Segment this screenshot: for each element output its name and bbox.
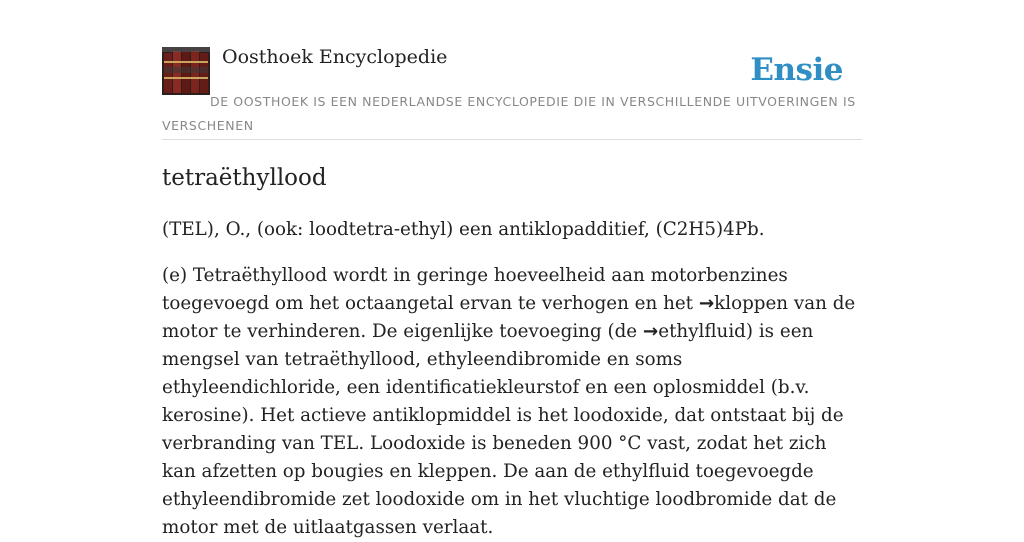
paragraph-text: (e) Tetraëthyllood wordt in geringe hoeveelheid aan motorbenzines toegevoegd om het octaangetal ervan te verhogen en het bbox=[162, 265, 788, 314]
article bbox=[162, 160, 862, 542]
paragraph-text: ) is een mengsel van tetraëthyllood, ethyleendibromide en soms ethyleendichloride, een identificatiekleurstof en een oplosmiddel (b.v. kerosine). Het actieve antiklopmiddel is het loodoxide, dat ontstaat bij de verbranding van TEL. Loodoxide is beneden 900 °C vast, zodat het zich kan afzetten op bougies en kleppen. De aan de ethylfluid toegevoegde ethyleendibromide zet loodoxide om in het vluchtige loodbromide dat de motor met de uitlaatgassen verlaat. bbox=[162, 321, 844, 538]
brand-logo[interactable]: Ensie bbox=[750, 52, 843, 88]
site-tagline: DE OOSTHOEK IS EEN NEDERLANDSE ENCYCLOPEDIE DIE IN VERSCHILLENDE UITVOERINGEN IS VERSCHENEN bbox=[162, 94, 856, 133]
article-term: tetraëthyllood bbox=[162, 165, 327, 191]
cross-reference-arrow-icon: → bbox=[642, 321, 659, 342]
article-paragraph-2 bbox=[162, 262, 862, 542]
site-avatar[interactable] bbox=[162, 47, 210, 95]
page bbox=[162, 0, 862, 538]
cross-reference-link-ethylfluid[interactable]: ethylfluid bbox=[658, 321, 746, 342]
article-paragraph-1: (TEL), O., (ook: loodtetra-ethyl) een antiklopadditief, (C2H5)4Pb. bbox=[162, 219, 765, 240]
cross-reference-link-kloppen[interactable]: kloppen bbox=[714, 293, 789, 314]
site-title[interactable]: Oosthoek Encyclopedie bbox=[222, 46, 448, 68]
encyclopedia-books-icon bbox=[162, 47, 210, 95]
cross-reference-arrow-icon: → bbox=[698, 293, 715, 314]
paragraph-text: van de motor te verhinderen. De eigenlijke toevoeging (de bbox=[162, 293, 856, 342]
site-header bbox=[162, 0, 862, 140]
